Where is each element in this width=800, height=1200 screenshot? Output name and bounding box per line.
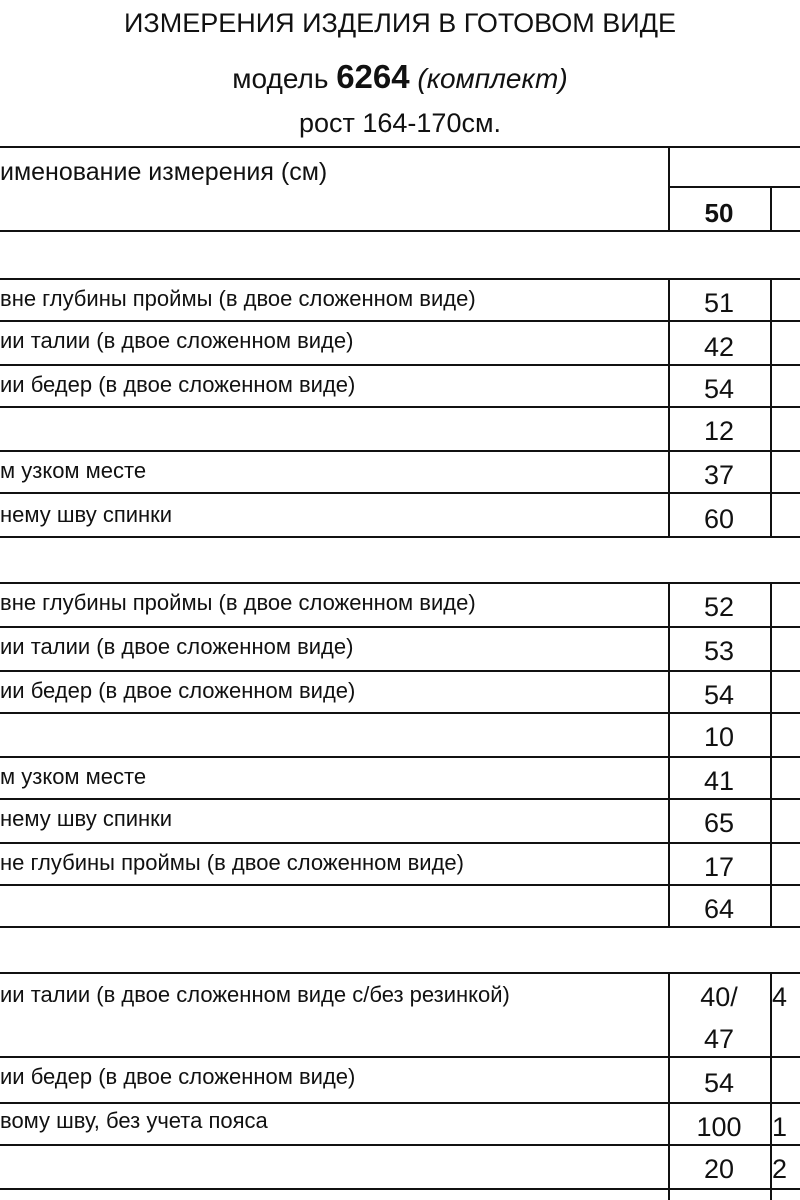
name-column-header: именование измерения (см) xyxy=(0,158,328,186)
col-divider xyxy=(770,582,772,926)
measurement-name: нему шву спинки xyxy=(0,806,173,831)
row-border xyxy=(0,492,800,494)
measurement-value: 40/ xyxy=(700,982,738,1012)
measurement-name: ии талии (в двое сложенном виде) xyxy=(0,328,354,353)
row-border xyxy=(0,320,800,322)
measurement-name: не глубины проймы (в двое сложенном виде) xyxy=(0,850,464,875)
model-number: 6264 xyxy=(336,58,410,95)
measurement-value: 42 xyxy=(703,332,735,362)
size-divider xyxy=(668,186,800,188)
row-border xyxy=(0,1144,800,1146)
height-range: рост 164-170см. xyxy=(298,108,502,138)
model-prefix: модель xyxy=(232,63,329,94)
measurement-name: м узком месте xyxy=(0,764,147,789)
measurement-value-second: 47 xyxy=(703,1024,735,1054)
table-border xyxy=(0,230,800,232)
measurement-value: 54 xyxy=(703,1068,735,1098)
measurement-name: м узком месте xyxy=(0,458,147,483)
measurement-value: 17 xyxy=(703,852,735,882)
row-border xyxy=(0,670,800,672)
measurement-name: нему шву спинки xyxy=(0,502,173,527)
measurement-value: 20 xyxy=(703,1154,735,1184)
measurement-value: 64 xyxy=(703,894,735,924)
measurement-name: ии бедер (в двое сложенном виде) xyxy=(0,1064,356,1089)
measurement-value: 54 xyxy=(703,374,735,404)
measurement-value: 37 xyxy=(703,460,735,490)
measurement-name: вому шву, без учета пояса xyxy=(0,1108,268,1133)
row-border xyxy=(0,450,800,452)
measurement-value: 60 xyxy=(703,504,735,534)
measurement-name: ии талии (в двое сложенном виде) xyxy=(0,634,354,659)
row-border xyxy=(0,582,800,584)
model-line xyxy=(0,58,800,96)
measurement-value: 53 xyxy=(703,636,735,666)
row-border xyxy=(0,536,800,538)
measurement-name: ии бедер (в двое сложенном виде) xyxy=(0,372,356,397)
measurement-value: 100 xyxy=(696,1112,742,1142)
measurement-value: 10 xyxy=(703,722,735,752)
model-suffix: (комплект) xyxy=(417,63,568,94)
row-border xyxy=(0,972,800,974)
measurement-name: ии бедер (в двое сложенном виде) xyxy=(0,678,356,703)
measurement-value: 12 xyxy=(703,416,735,446)
measurement-value: 41 xyxy=(703,766,735,796)
col-divider xyxy=(668,146,670,232)
measurement-value: 52 xyxy=(703,592,735,622)
page-title: ИЗМЕРЕНИЯ ИЗДЕЛИЯ В ГОТОВОМ ВИДЕ xyxy=(124,8,676,38)
row-border xyxy=(0,1102,800,1104)
row-border xyxy=(0,364,800,366)
row-border xyxy=(0,798,800,800)
row-border xyxy=(0,842,800,844)
measurement-name: вне глубины проймы (в двое сложенном виде) xyxy=(0,286,476,311)
col-divider xyxy=(770,186,772,232)
row-border xyxy=(0,1056,800,1058)
row-border xyxy=(0,626,800,628)
row-border xyxy=(0,1188,800,1190)
next-size-value: 1 xyxy=(772,1112,788,1142)
next-size-value: 4 xyxy=(772,982,788,1012)
size-column-header: 50 xyxy=(704,198,734,228)
row-border xyxy=(0,712,800,714)
next-size-value: 2 xyxy=(772,1154,788,1184)
row-border xyxy=(0,756,800,758)
row-border xyxy=(0,406,800,408)
measurement-value: 51 xyxy=(703,288,735,318)
measurement-name: ии талии (в двое сложенном виде с/без резинкой) xyxy=(0,982,510,1007)
row-border xyxy=(0,926,800,928)
row-border xyxy=(0,884,800,886)
measurement-name: вне глубины проймы (в двое сложенном виде) xyxy=(0,590,476,615)
measurement-value: 65 xyxy=(703,808,735,838)
table-border xyxy=(0,146,800,148)
measurement-value: 54 xyxy=(703,680,735,710)
row-border xyxy=(0,278,800,280)
